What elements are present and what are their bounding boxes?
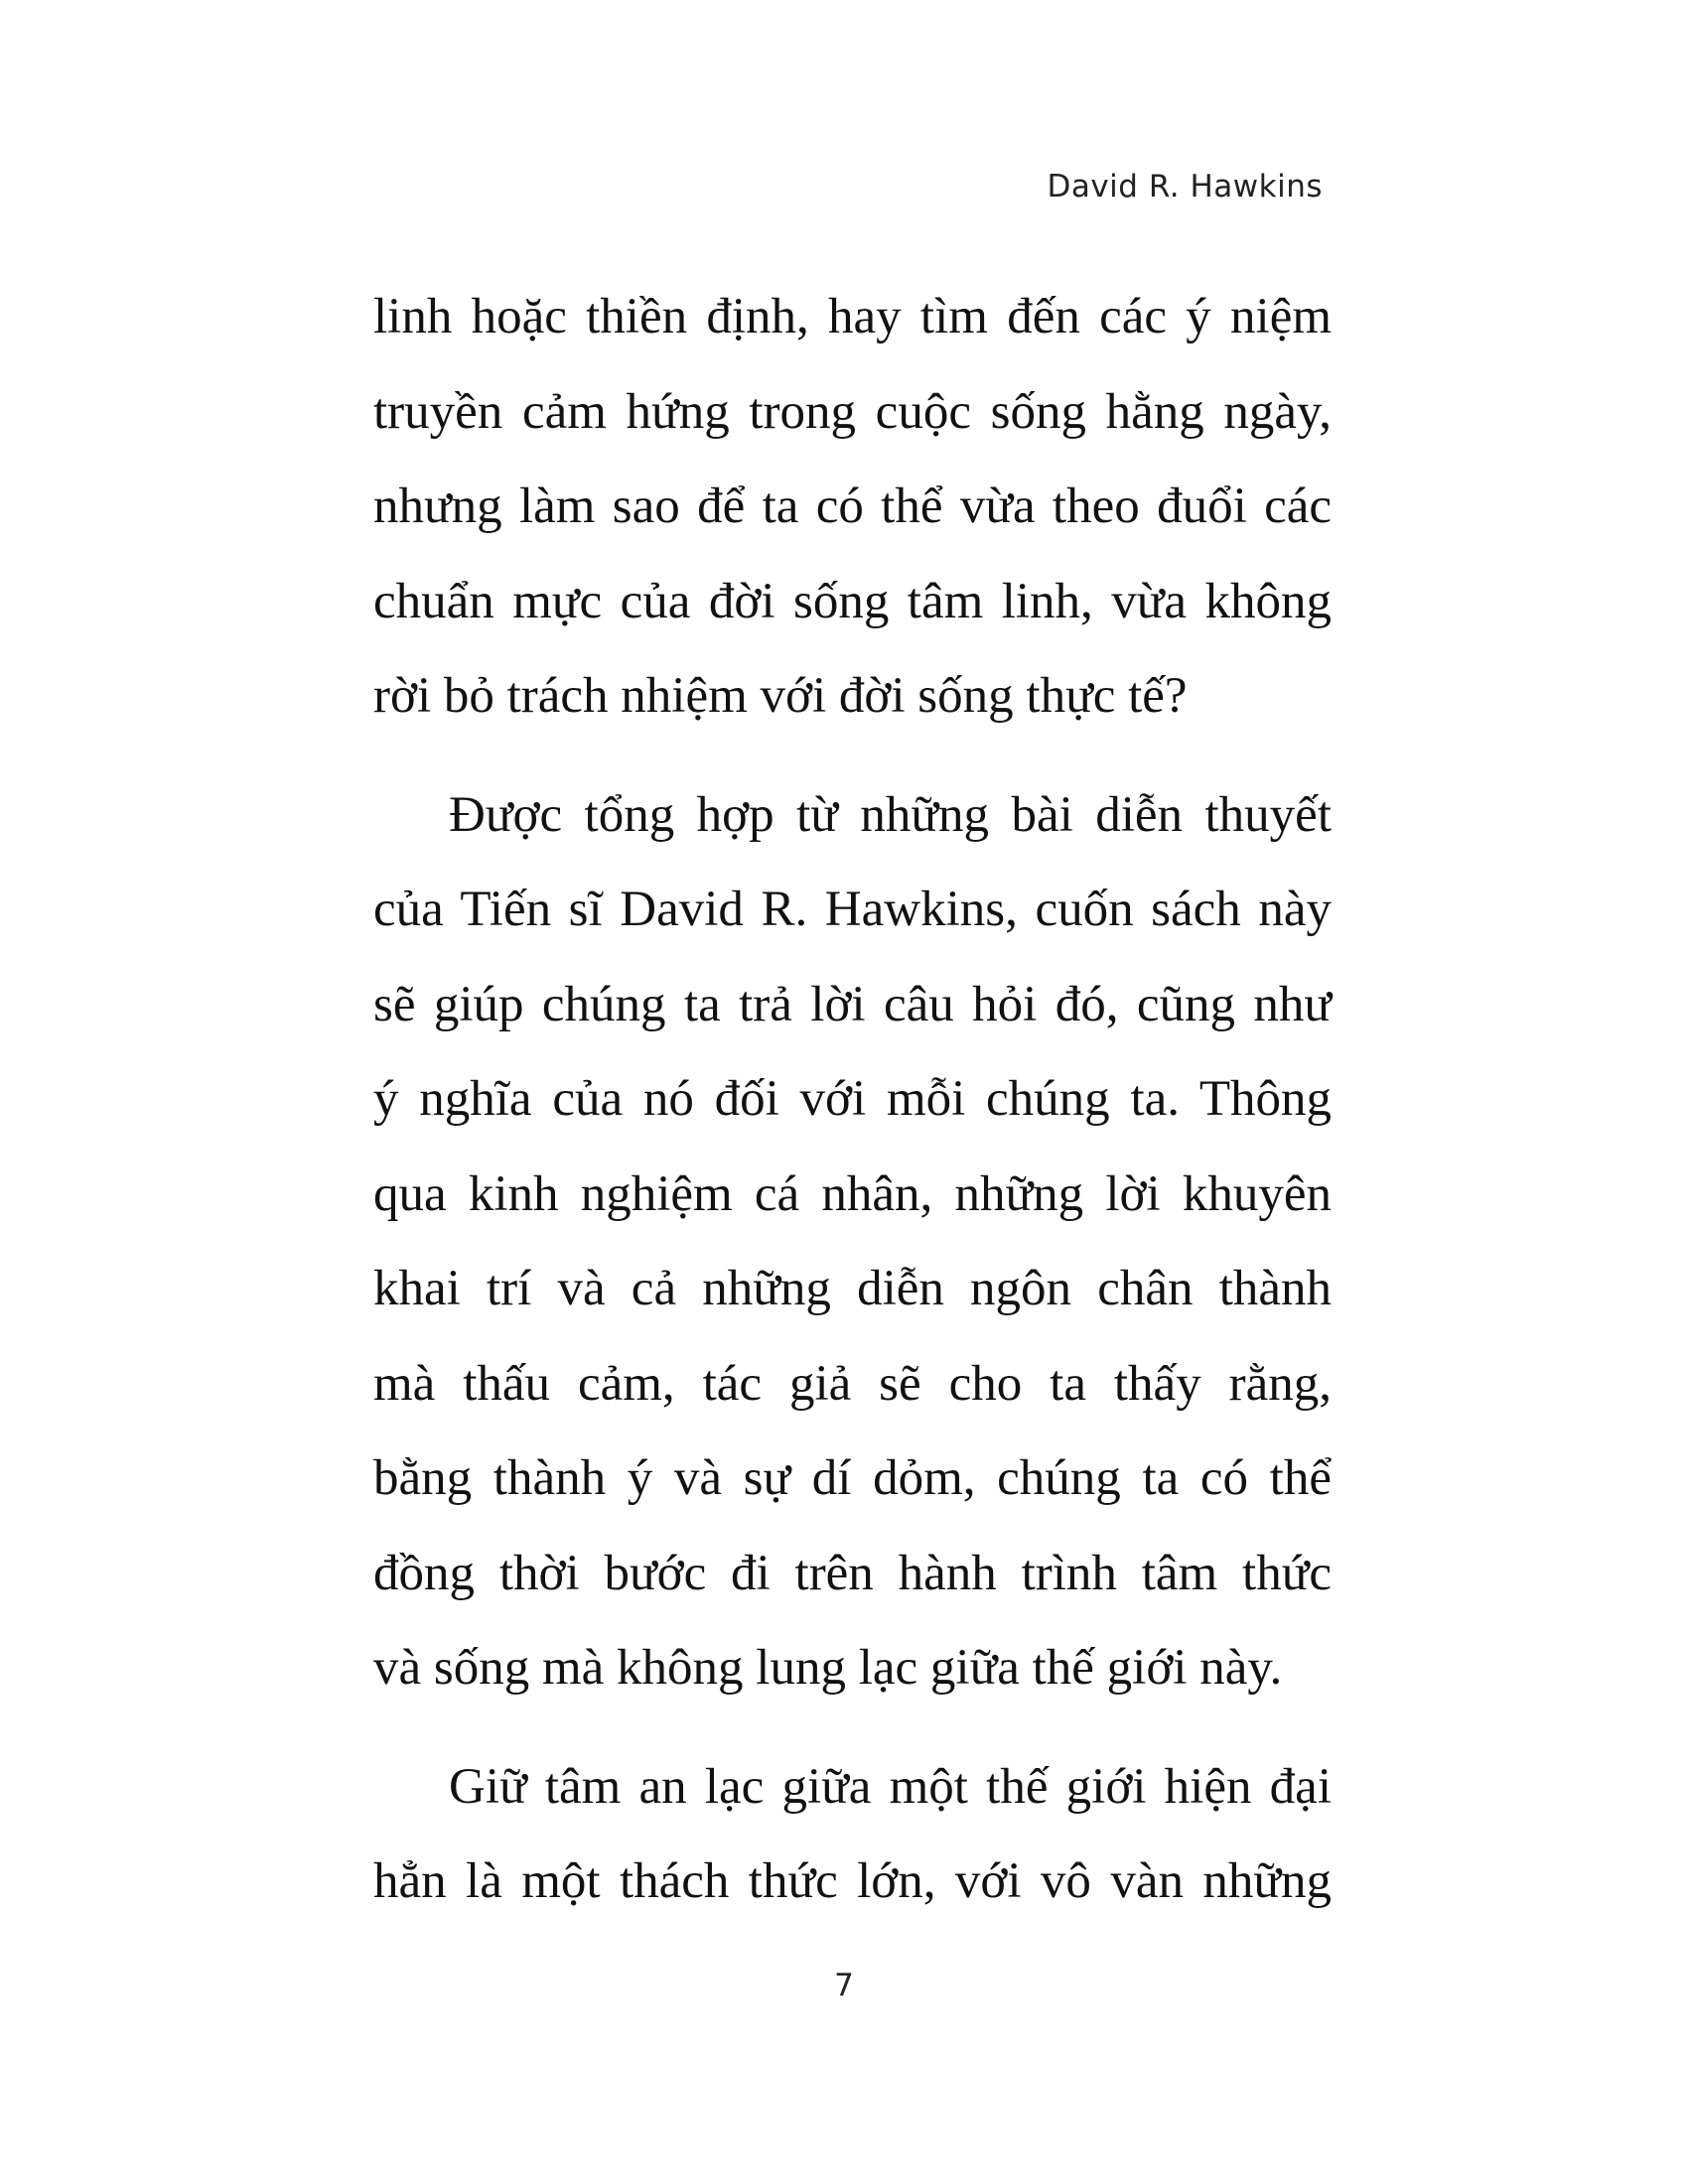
text-line: Giữ tâm an lạc giữa một thế giới hiện đại xyxy=(449,1758,1332,1815)
text-line: linh hoặc thiền định, hay tìm đến các ý niệm xyxy=(373,289,1332,344)
text-line: nhưng làm sao để ta có thể vừa theo đuổi các xyxy=(373,478,1332,534)
paragraph xyxy=(373,270,1332,745)
text-line: ý nghĩa của nó đối với mỗi chúng ta. Thông xyxy=(373,1071,1332,1127)
text-line: khai trí và cả những diễn ngôn chân thành xyxy=(373,1261,1332,1316)
text-line: hẳn là một thách thức lớn, với vô vàn những xyxy=(373,1853,1332,1909)
text-line: qua kinh nghiệm cá nhân, những lời khuyên xyxy=(373,1165,1332,1222)
text-line: rời bỏ trách nhiệm với đời sống thực tế? xyxy=(373,668,1188,724)
text-line: của Tiến sĩ David R. Hawkins, cuốn sách này xyxy=(373,882,1332,937)
text-line: sẽ giúp chúng ta trả lời câu hỏi đó, cũng như xyxy=(373,976,1332,1032)
body-text xyxy=(373,270,1332,1930)
running-header: David R. Hawkins xyxy=(1047,169,1323,205)
paragraph xyxy=(373,768,1332,1716)
text-line: truyền cảm hứng trong cuộc sống hằng ngày, xyxy=(373,383,1332,440)
paragraph xyxy=(373,1740,1332,1930)
page-number: 7 xyxy=(834,1968,854,2003)
text-line: chuẩn mực của đời sống tâm linh, vừa không xyxy=(373,573,1332,629)
text-line: đồng thời bước đi trên hành trình tâm thức xyxy=(373,1545,1332,1601)
paragraph-gap xyxy=(373,745,1332,768)
text-line: bằng thành ý và sự dí dỏm, chúng ta có thể xyxy=(373,1450,1332,1506)
text-line: và sống mà không lung lạc giữa thế giới này. xyxy=(373,1640,1283,1696)
text-line: mà thấu cảm, tác giả sẽ cho ta thấy rằng, xyxy=(373,1355,1332,1412)
text-line: Được tổng hợp từ những bài diễn thuyết xyxy=(449,786,1332,843)
paragraph-gap xyxy=(373,1716,1332,1740)
